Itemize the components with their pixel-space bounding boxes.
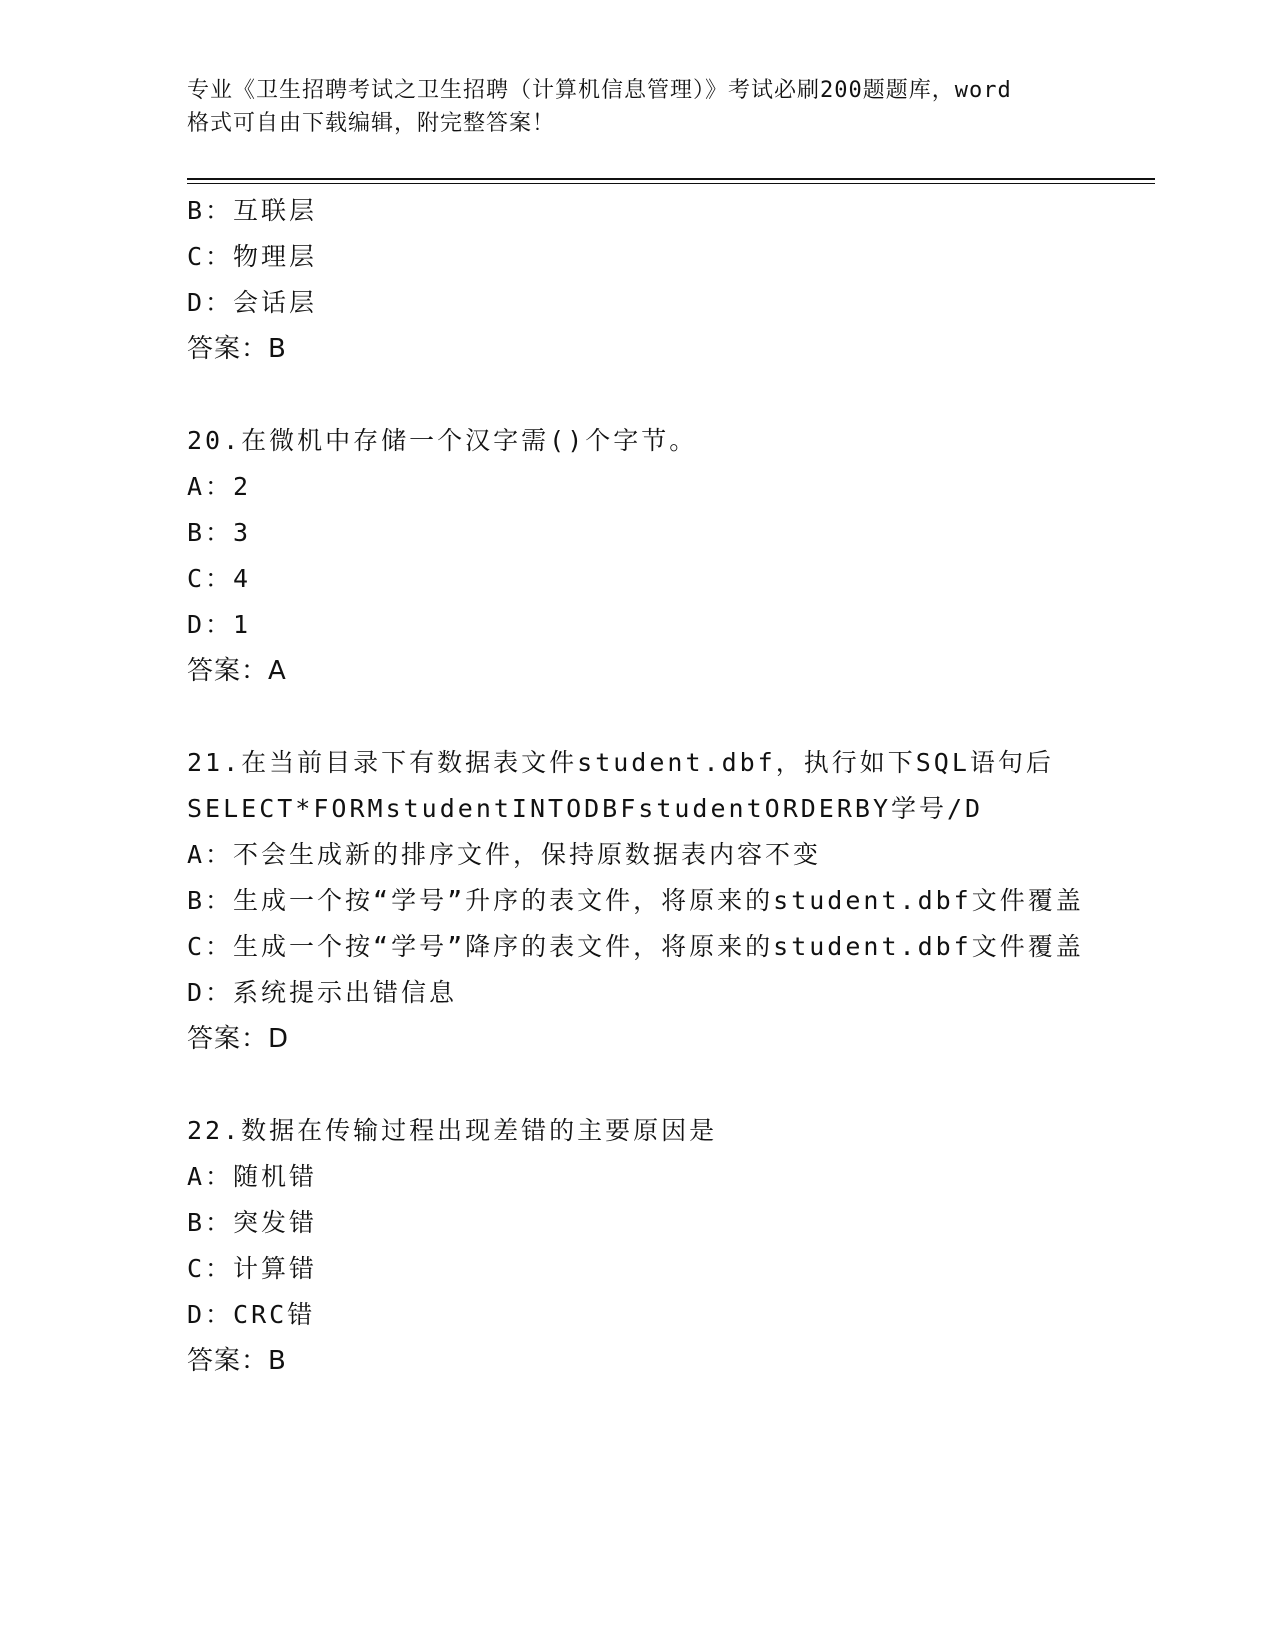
option-c: C：物理层 — [187, 242, 318, 271]
option-b: B：生成一个按“学号”升序的表文件，将原来的student.dbf文件覆盖 — [187, 886, 1084, 915]
answer-line: 答案：A — [187, 656, 287, 686]
header-divider-thick — [187, 178, 1155, 180]
option-b: B：突发错 — [187, 1208, 318, 1237]
header-divider-thin — [187, 183, 1155, 184]
question-21 — [187, 740, 1087, 1062]
option-d: D：系统提示出错信息 — [187, 978, 458, 1007]
option-b: B：互联层 — [187, 196, 318, 225]
answer-line: 答案：B — [187, 1346, 287, 1376]
option-a: A：随机错 — [187, 1162, 318, 1191]
document-header — [187, 74, 1087, 140]
header-title-line-1: 专业《卫生招聘考试之卫生招聘（计算机信息管理）》考试必刷200题题库，word — [187, 78, 1012, 103]
question-spacer — [187, 1062, 1087, 1108]
option-d: D：1 — [187, 610, 252, 639]
header-title-line-2: 格式可自由下载编辑，附完整答案！ — [187, 111, 556, 136]
option-a: A：2 — [187, 472, 252, 501]
answer-line: 答案：B — [187, 334, 287, 364]
question-19-continued — [187, 188, 1087, 372]
question-20 — [187, 418, 1087, 694]
question-stem: 22.数据在传输过程出现差错的主要原因是 — [187, 1116, 718, 1145]
answer-line: 答案：D — [187, 1024, 290, 1054]
option-d: D：CRC错 — [187, 1300, 316, 1329]
question-spacer — [187, 372, 1087, 418]
option-c: C：计算错 — [187, 1254, 318, 1283]
option-d: D：会话层 — [187, 288, 318, 317]
question-stem-line-2: SELECT*FORMstudentINTODBFstudentORDERBY学号/D — [187, 794, 984, 823]
question-stem-line-1: 21.在当前目录下有数据表文件student.dbf，执行如下SQL语句后 — [187, 748, 1054, 777]
option-c: C：生成一个按“学号”降序的表文件，将原来的student.dbf文件覆盖 — [187, 932, 1084, 961]
option-b: B：3 — [187, 518, 252, 547]
option-a: A：不会生成新的排序文件，保持原数据表内容不变 — [187, 840, 822, 869]
question-list — [187, 188, 1087, 1384]
question-22 — [187, 1108, 1087, 1384]
option-c: C：4 — [187, 564, 252, 593]
question-spacer — [187, 694, 1087, 740]
question-stem: 20.在微机中存储一个汉字需()个字节。 — [187, 426, 698, 455]
